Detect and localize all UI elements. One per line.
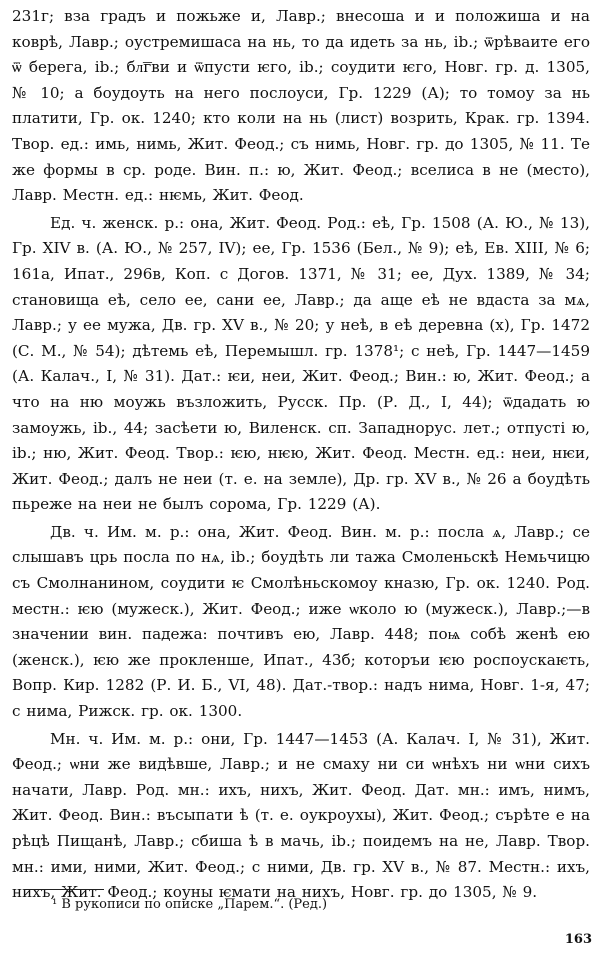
paragraph-singular-continued: 231г; вза градъ и пожьже и, Лавр.; внесоша и и положиша и на коврѣ, Лавр.; оустремишаса на нь, то да идеть за нь, ib.; ѿрѣваите его ѿ берега, ib.; бл͞гви и ѿпусти ѥго, ib.; соудити ѥго, Новг. гр. д. 1305, № 10; а боудоуть на него послоуси, Гр. 1229 (А); то томоу за нь платити, Гр. ок. 1240; кто коли на нь (лист) возрить, Крак. гр. 1394. Твор. ед.: имь, нимь, Жит. Феод.; съ нимь, Новг. гр. до 1305, № 11. Те же формы в ср. роде. Вин. п.: ю, Жит. Феод.; вселиса в не (место), Лавр. Местн. ед.: нѥмь, Жит. Феод. [12, 7, 590, 205]
page-number: 163 [564, 932, 592, 947]
footnote-divider [24, 889, 104, 890]
footnote: ¹ В рукописи по описке „Парем.“. (Ред.) [52, 897, 328, 912]
body-text [12, 4, 590, 906]
paragraph-feminine-singular: Ед. ч. женск. р.: она, Жит. Феод. Род.: еѣ, Гр. 1508 (А. Ю., № 13), Гр. XIV в. (А. Ю., № 257, IV); ее, Гр. 1536 (Бел., № 9); еѣ, Ев. XIII, № 6; 161а, Ипат., 296в, Коп. с Догов. 1371, № 31; ее, Дух. 1389, № 34; становища еѣ, село ее, сани ее, Лавр.; да аще еѣ не вдаста за мѧ, Лавр.; у ее мужа, Дв. гр. XV в., № 20; у неѣ, в еѣ деревна (х), Гр. 1472 (С. М., № 54); дѣтемь еѣ, Перемышл. гр. 1378¹; с неѣ, Гр. 1447—1459 (А. Калач., I, № 31). Дат.: ѥи, неи, Жит. Феод.; Вин.: ю, Жит. Феод.; а что на ню моужь възложить, Русск. Пр. (Р. Д., I, 44); ѿдадать ю замоужь, ib., 44; засѣети ю, Виленск. сп. Западнорус. лет.; отпусті ю, ib.; ню, Жит. Феод. Твор.: ѥю, нѥю, Жит. Феод. Местн. ед.: неи, нѥи, Жит. Феод.; далъ не неи (т. е. на земле), Др. гр. XV в., № 26 а боудѣть пьреже на неи не былъ сорома, Гр. 1229 (А). [12, 213, 590, 514]
book-page [12, 4, 590, 954]
paragraph-plural: Мн. ч. Им. м. р.: они, Гр. 1447—1453 (А. Калач. I, № 31), Жит. Феод.; ѡни же видѣвше, Лавр.; и не смаху ни си ѡнѣхъ ни ѡни сихъ начати, Лавр. Род. мн.: ихъ, нихъ, Жит. Феод. Дат. мн.: имъ, нимъ, Жит. Феод. Вин.: въсыпати ѣ (т. е. оукроухы), Жит. Феод.; сърѣте е на рѣцѣ Пищанѣ, Лавр.; сбиша ѣ в мачь, ib.; поидемъ на не, Лавр. Твор. мн.: ими, ними, Жит. Феод.; с ними, Дв. гр. XV в., № 87. Местн.: ихъ, нихъ, Жит. Феод.; коуны ѥмати на нихъ, Новг. гр. до 1305, № 9. [12, 729, 590, 902]
paragraph-dual: Дв. ч. Им. м. р.: она, Жит. Феод. Вин. м. р.: посла ѧ, Лавр.; се слышавъ црь посла по нѧ, ib.; боудѣть ли тажа Смоленьскѣ Немьчицю съ Смолнанином, соудити ѥ Смолѣньскомоу кназю, Гр. ок. 1240. Род. местн.: ѥю (мужеск.), Жит. Феод.; иже ѡколо ю (мужеск.), Лавр.;—в значении вин. падежа: почтивъ ею, Лавр. 448; поѩ собѣ женѣ ею (женск.), ѥю же прокленше, Ипат., 43б; которъи ѥю роспоускаѥть, Вопр. Кир. 1282 (Р. И. Б., VI, 48). Дат.-твор.: надъ нима, Новг. 1-я, 47; с нима, Рижск. гр. ок. 1300. [12, 522, 590, 721]
